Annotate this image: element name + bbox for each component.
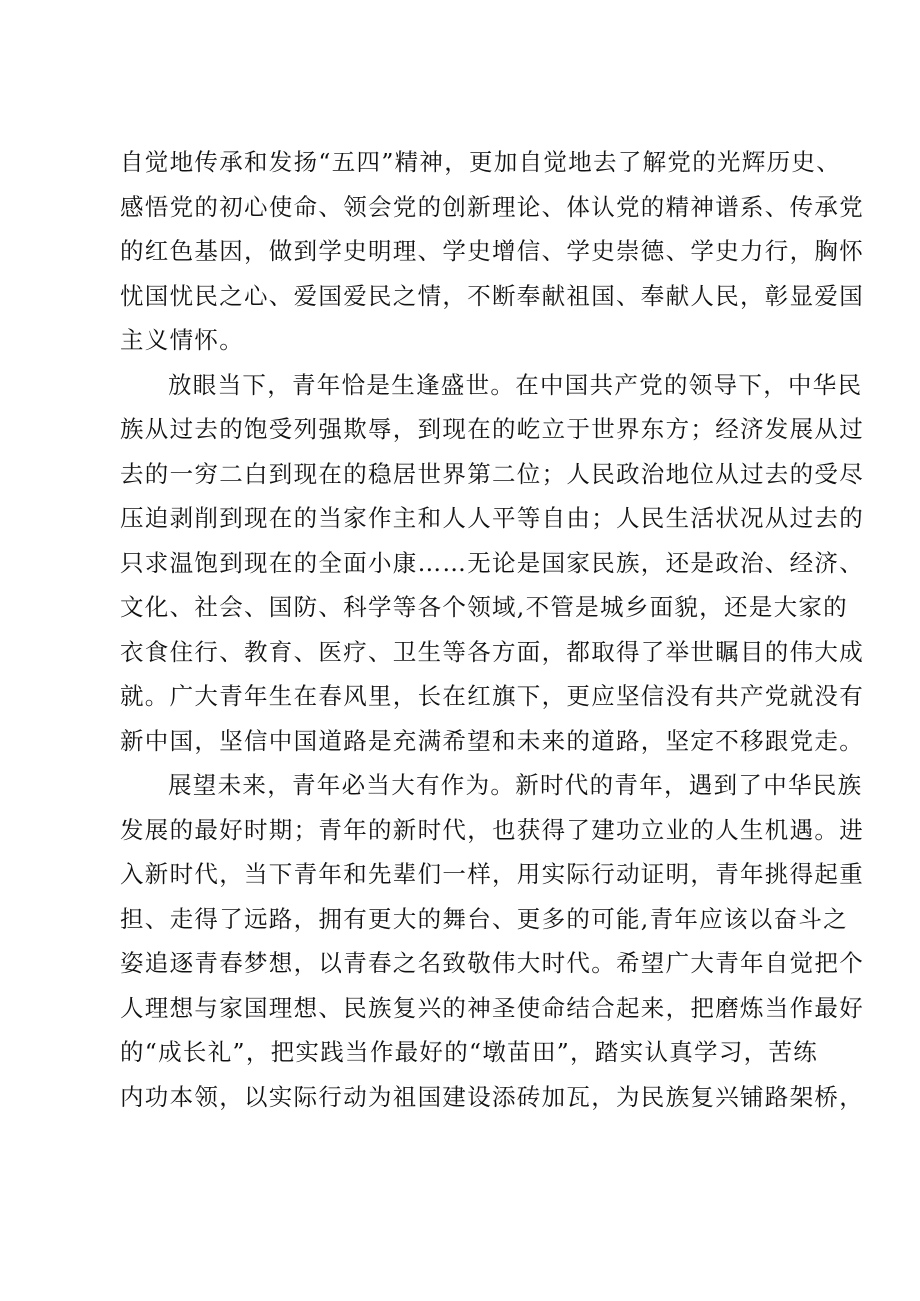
text-line: 感悟党的初心使命、领会党的创新理论、体认党的精神谱系、传承党: [120, 192, 864, 221]
text-line: 新中国，坚信中国道路是充满希望和未来的道路，坚定不移跟党走。: [120, 726, 864, 755]
text-line: 主义情怀。: [120, 326, 244, 354]
text-line: 压迫剥削到现在的当家作主和人人平等自由；人民生活状况从过去的: [120, 504, 864, 532]
paragraph-first-line: 放眼当下，青年恰是生逢盛世。在中国共产党的领导下，中华民: [168, 370, 863, 399]
text-line: 只求温饱到现在的全面小康……无论是国家民族，还是政治、经济、: [120, 548, 864, 577]
body-text: [120, 140, 864, 1119]
text-line: 衣食住行、教育、医疗、卫生等各方面，都取得了举世瞩目的伟大成: [120, 637, 864, 666]
text-line: 内功本领，以实际行动为祖国建设添砖加瓦，为民族复兴铺路架桥，: [120, 1082, 864, 1111]
text-line: 就。广大青年生在春风里，长在红旗下，更应坚信没有共产党就没有: [120, 682, 864, 710]
text-line: 族从过去的饱受列强欺辱，到现在的屹立于世界东方；经济发展从过: [120, 415, 864, 443]
text-line: 姿追逐青春梦想，以青春之名致敬伟大时代。希望广大青年自觉把个: [120, 949, 864, 977]
text-line: 入新时代，当下青年和先辈们一样，用实际行动证明，青年挑得起重: [120, 860, 864, 888]
paragraph-first-line: 展望未来，青年必当大有作为。新时代的青年，遇到了中华民族: [168, 771, 863, 799]
text-line: 的红色基因，做到学史明理、学史增信、学史崇德、学史力行，胸怀: [120, 237, 864, 265]
text-line: 自觉地传承和发扬“五四”精神，更加自觉地去了解党的光辉历史、: [120, 148, 842, 176]
text-line: 忧国忧民之心、爱国爱民之情，不断奉献祖国、奉献人民，彰显爱国: [120, 281, 864, 310]
text-line: 文化、社会、国防、科学等各个领域,不管是城乡面貌，还是大家的: [120, 593, 848, 621]
text-line: 担、走得了远路，拥有更大的舞台、更多的可能,青年应该以奋斗之: [120, 904, 848, 933]
text-line: 去的一穷二白到现在的稳居世界第二位；人民政治地位从过去的受尽: [120, 459, 864, 488]
text-line: 人理想与家国理想、民族复兴的神圣使命结合起来，把磨炼当作最好: [120, 993, 864, 1022]
text-line: 的“成长礼”，把实践当作最好的“墩苗田”，踏实认真学习，苦练: [120, 1038, 819, 1066]
text-line: 发展的最好时期；青年的新时代，也获得了建功立业的人生机遇。进: [120, 815, 864, 844]
